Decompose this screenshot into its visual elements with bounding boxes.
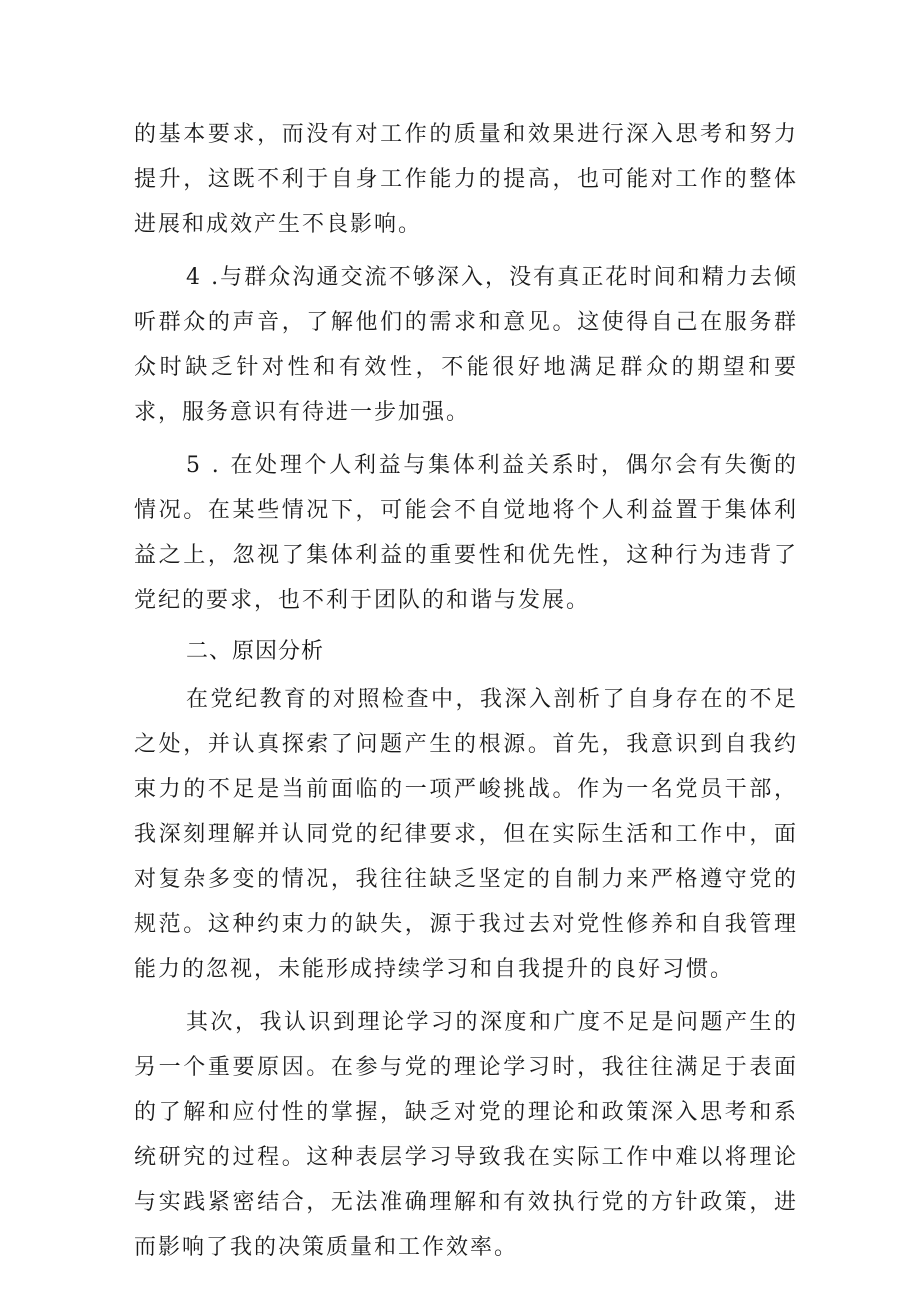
paragraph-cause-1: 在党纪教育的对照检查中，我深入剖析了自身存在的不足之处，并认真探索了问题产生的根源。首先，我意识到自我约束力的不足是当前面临的一项严峻挑战。作为一名党员干部，我深刻理解并认同党的纪律要求，但在实际生活和工作中，面对复杂多变的情况，我往往缺乏坚定的自制力来严格遵守党的规范。这种约束力的缺失，源于我过去对党性修养和自我管理能力的忽视，未能形成持续学习和自我提升的良好习惯。 xyxy=(134,687,798,982)
section-heading: 二、原因分析 xyxy=(186,639,325,664)
document-body xyxy=(134,112,798,1278)
paragraph-continued: 的基本要求，而没有对工作的质量和效果进行深入思考和努力提升，这既不利于自身工作能力的提高，也可能对工作的整体进展和成效产生不良影响。 xyxy=(134,122,798,237)
paragraph-cause-2: 其次，我认识到理论学习的深度和广度不足是问题产生的另一个重要原因。在参与党的理论学习时，我往往满足于表面的了解和应付性的掌握，缺乏对党的理论和政策深入思考和系统研究的过程。这种表层学习导致我在实际工作中难以将理论与实践紧密结合，无法准确理解和有效执行党的方针政策，进而影响了我的决策质量和工作效率。 xyxy=(134,1010,798,1260)
paragraph-item-4: 4 .与群众沟通交流不够深入，没有真正花时间和精力去倾听群众的声音，了解他们的需求和意见。这使得自己在服务群众时缺乏针对性和有效性，不能很好地满足群众的期望和要求，服务意识有待进一步加强。 xyxy=(134,265,798,425)
paragraph-item-5: 5 . 在处理个人利益与集体利益关系时，偶尔会有失衡的情况。在某些情况下，可能会不自觉地将个人利益置于集体利益之上，忽视了集体利益的重要性和优先性，这种行为违背了党纪的要求，也不利于团队的和谐与发展。 xyxy=(134,453,798,613)
